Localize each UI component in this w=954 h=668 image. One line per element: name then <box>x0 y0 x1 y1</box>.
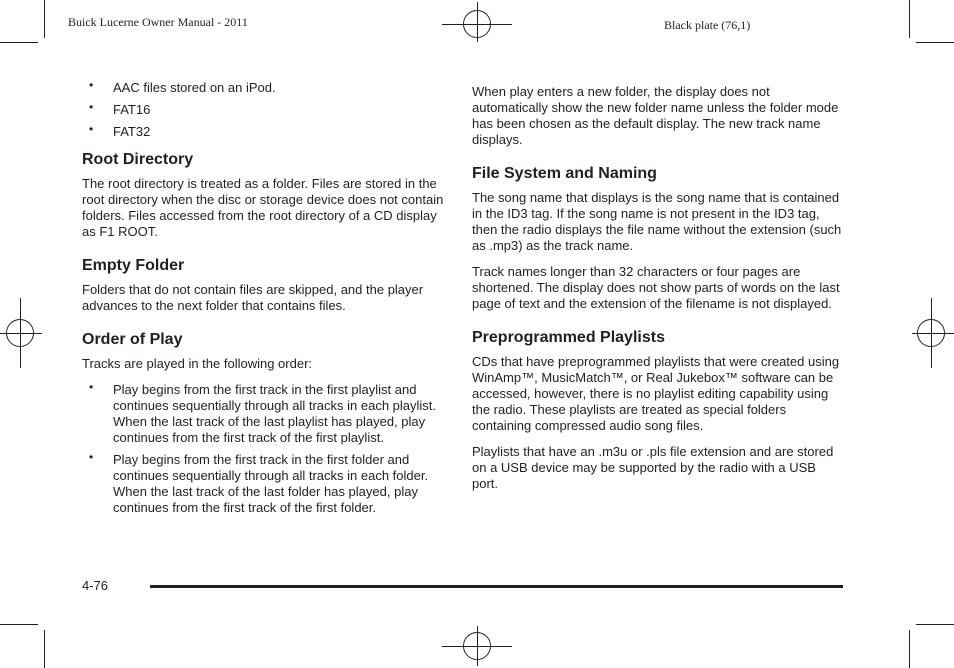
paragraph: Tracks are played in the following order: <box>82 356 313 371</box>
crop-mark <box>909 0 910 38</box>
list-item: • Play begins from the first track in the first playlist and continues sequentially through all tracks in each playlist. When the last track of the last playlist has played, play continues from the first track of the first playlist. <box>82 382 450 446</box>
paragraph: When play enters a new folder, the display does not automatically show the new folder name unless the folder mode has been chosen as the default display. The new track name displays. <box>472 84 839 147</box>
paragraph: CDs that have preprogrammed playlists that were created using WinAmp™, MusicMatch™, or Real Jukebox™ software can be accessed, however, there is no playlist editing capability using the radio. These playlists are treated as special folders containing compressed audio song files. <box>472 354 840 433</box>
paragraph: Track names longer than 32 characters or four pages are shortened. The display does not show parts of words on the last page of text and the extension of the filename is not displayed. <box>472 264 840 311</box>
registration-line <box>0 333 42 334</box>
paragraph: The root directory is treated as a folder. Files are stored in the root directory when the disc or storage device does not contain folders. Files accessed from the root directory of a CD display as F1 ROOT. <box>82 176 444 239</box>
format-list <box>82 80 450 140</box>
footer-rule <box>150 585 843 588</box>
right-column <box>472 84 842 502</box>
crop-mark <box>44 630 45 668</box>
section-heading: Root Directory <box>82 151 194 168</box>
crop-mark <box>909 630 910 668</box>
crop-mark <box>916 42 954 43</box>
section-heading: File System and Naming <box>472 165 657 182</box>
page-number: 4-76 <box>82 578 109 593</box>
registration-line <box>20 298 21 368</box>
section-heading: Preprogrammed Playlists <box>472 329 665 346</box>
left-column <box>82 80 450 526</box>
registration-line <box>477 2 478 42</box>
play-order-list <box>82 382 450 516</box>
registration-line <box>912 333 954 334</box>
crop-mark <box>0 624 38 625</box>
paragraph: The song name that displays is the song name that is contained in the ID3 tag. If the song name is not present in the ID3 tag, then the radio displays the file name without the extension (such as .mp3) as the track name. <box>472 190 842 253</box>
paragraph: Folders that do not contain files are skipped, and the player advances to the next folder that contains files. <box>82 282 424 313</box>
crop-mark <box>916 624 954 625</box>
list-item: • Play begins from the first track in the first folder and continues sequentially through all tracks in each folder. When the last track of the last folder has played, play continues from the first track of the first folder. <box>82 452 450 516</box>
paragraph: Playlists that have an .m3u or .pls file extension and are stored on a USB device may be supported by the radio with a USB port. <box>472 444 834 491</box>
section-heading: Empty Folder <box>82 257 185 274</box>
registration-line <box>931 298 932 368</box>
crop-mark <box>0 42 38 43</box>
list-item: • FAT32 <box>82 124 450 140</box>
list-item: • FAT16 <box>82 102 450 118</box>
registration-line <box>477 626 478 666</box>
plate-label: Black plate (76,1) <box>664 18 751 32</box>
section-heading: Order of Play <box>82 331 183 348</box>
list-item: • AAC files stored on an iPod. <box>82 80 450 96</box>
manual-title: Buick Lucerne Owner Manual - 2011 <box>68 15 248 29</box>
crop-mark <box>44 0 45 38</box>
